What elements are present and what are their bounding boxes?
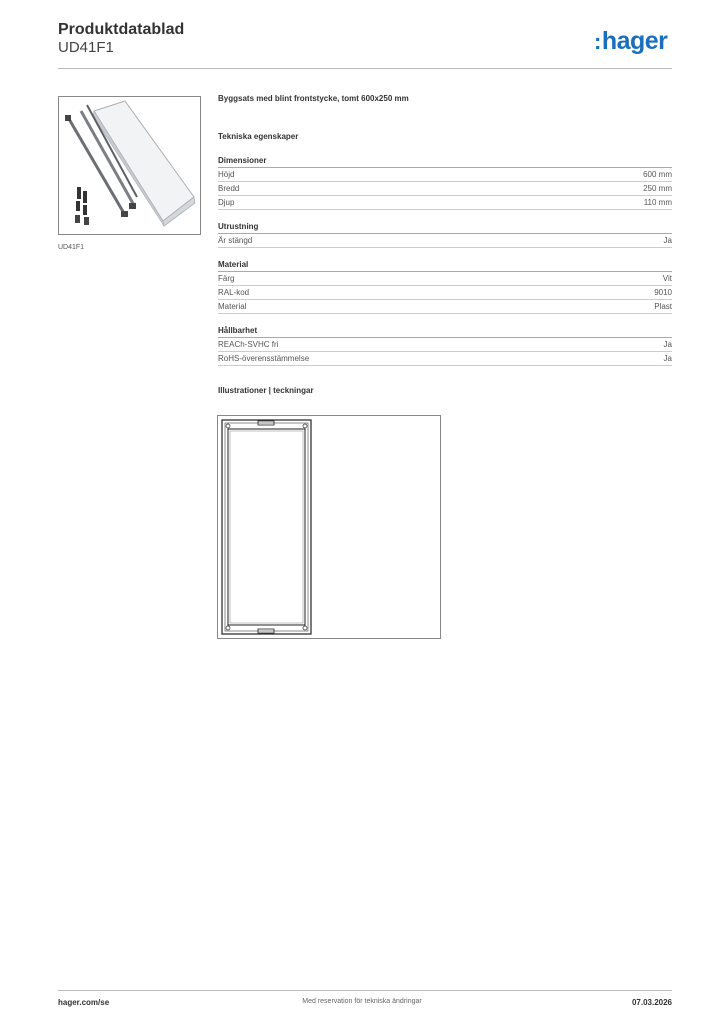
spec-group-sustainability (218, 326, 672, 366)
footer-disclaimer: Med reservation för tekniska ändringar (302, 998, 422, 1005)
header-divider (58, 68, 672, 69)
spec-group-material (218, 260, 672, 314)
spec-label: RoHS-överensstämmelse (218, 354, 310, 363)
spec-label: Höjd (218, 170, 235, 179)
spec-value: Ja (663, 354, 672, 363)
document-title: Produktdatablad (58, 21, 185, 38)
spec-row (218, 168, 672, 182)
spec-row (218, 272, 672, 286)
spec-group-title: Utrustning (218, 222, 672, 234)
hager-logo (594, 27, 667, 56)
product-description: Byggsats med blint frontstycke, tomt 600x250 mm (218, 94, 409, 103)
spec-group-dimensions (218, 156, 672, 210)
spec-value: Ja (663, 340, 672, 349)
spec-label: RAL-kod (218, 288, 250, 297)
spec-label: REACh-SVHC fri (218, 340, 279, 349)
spec-row (218, 286, 672, 300)
spec-row (218, 352, 672, 366)
spec-value: 110 mm (643, 198, 672, 207)
technical-drawing (217, 415, 441, 639)
photo-caption: UD41F1 (58, 244, 85, 251)
spec-value: 600 mm (643, 170, 672, 179)
spec-row (218, 182, 672, 196)
spec-group-title: Material (218, 260, 672, 272)
spec-row (218, 300, 672, 314)
spec-value: Vit (662, 274, 672, 283)
spec-value: Ja (663, 236, 672, 245)
spec-value: 250 mm (643, 184, 672, 193)
product-details (218, 94, 672, 395)
spec-row (218, 338, 672, 352)
footer-website-link[interactable]: hager.com/se (58, 998, 110, 1007)
front-panel-drawing (218, 416, 440, 638)
spec-row (218, 196, 672, 210)
spec-value: 9010 (654, 288, 672, 297)
illustrations-heading: Illustrationer | teckningar (218, 386, 314, 395)
spec-label: Djup (218, 198, 235, 207)
spec-label: Bredd (218, 184, 240, 193)
spec-label: Är stängd (218, 236, 253, 245)
footer-divider (58, 990, 672, 991)
spec-group-equipment (218, 222, 672, 248)
product-photo-illustration (59, 97, 200, 234)
footer-date: 07.03.2026 (631, 998, 672, 1007)
logo-colon-icon: : (594, 29, 601, 54)
spec-row (218, 234, 672, 248)
technical-heading: Tekniska egenskaper (218, 132, 299, 141)
spec-group-title: Dimensioner (218, 156, 672, 168)
spec-label: Material (218, 302, 247, 311)
product-photo (58, 96, 201, 235)
logo-text: hager (601, 27, 668, 55)
spec-group-title: Hållbarhet (218, 326, 672, 338)
spec-label: Färg (218, 274, 235, 283)
spec-value: Plast (654, 302, 672, 311)
product-code: UD41F1 (58, 39, 114, 56)
